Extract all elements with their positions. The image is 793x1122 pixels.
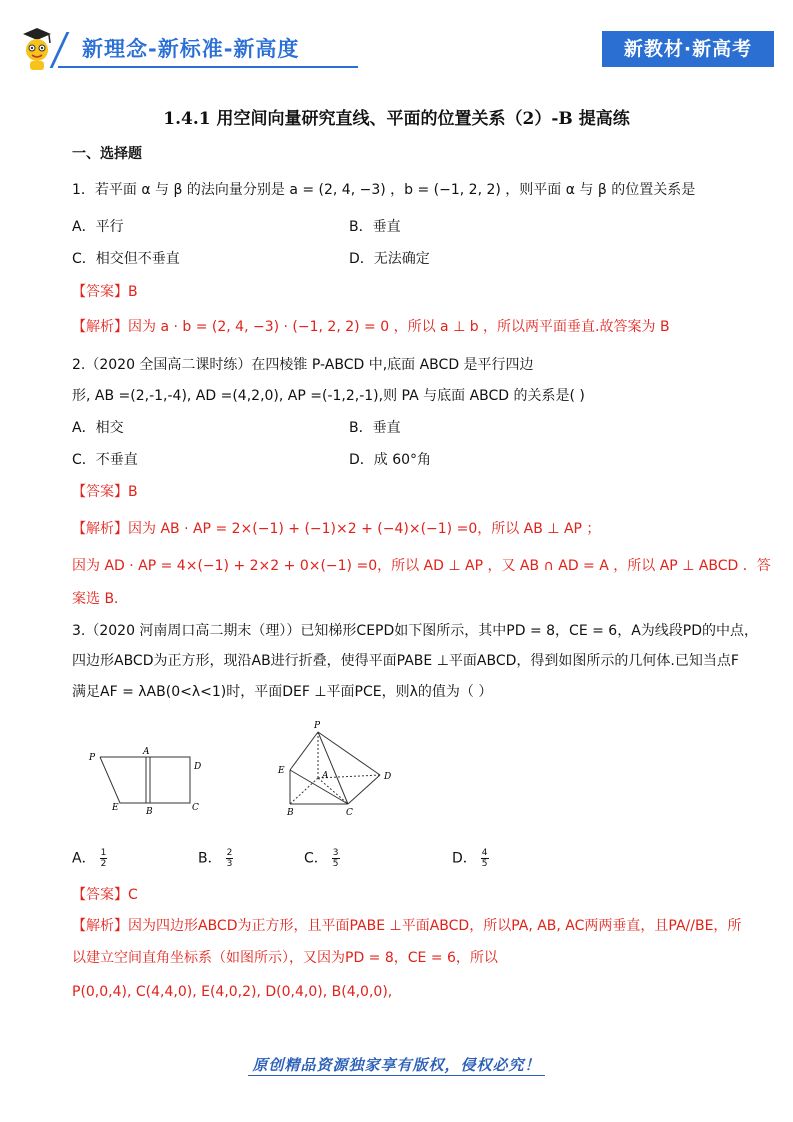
- q3-option-c-fraction: [332, 848, 340, 869]
- fig1-label-e: E: [112, 803, 119, 813]
- q2-analysis-line3: 案选 B．: [72, 591, 129, 607]
- q3-option-b-den: 3: [226, 859, 233, 869]
- q2-answer: [72, 482, 138, 502]
- q2-option-d: D．成 60°角: [349, 452, 432, 468]
- q1-answer-label: 【答案】: [72, 284, 128, 300]
- section-heading: 一、选择题: [72, 146, 142, 162]
- q3-option-c-den: 5: [332, 859, 339, 869]
- footer-copyright: 原创精品资源独家享有版权，侵权必究！: [248, 1056, 544, 1076]
- q1-analysis-text: 因为 a · b = (2, 4, −3) · (−1, 2, 2) = 0 ，所以 a ⊥ b ，所以两平面垂直.故答案为 B: [128, 319, 670, 335]
- pyramid-figure: [272, 718, 402, 818]
- header-slogan: 新理念-新标准-新高度: [82, 37, 300, 61]
- q3-option-c: [304, 848, 340, 869]
- q1-analysis: [72, 317, 670, 337]
- q1-analysis-label: 【解析】: [72, 319, 128, 335]
- fig2-label-c: C: [346, 808, 353, 818]
- q2-analysis-line2: 因为 AD · AP = 4×(−1) + 2×2 + 0×(−1) =0，所以 AD ⊥ AP ，又 AB ∩ AD = A ，所以 AP ⊥ ABCD ．答: [72, 558, 771, 574]
- q2-option-b: B．垂直: [349, 420, 401, 436]
- q3-option-a-den: 2: [100, 859, 107, 869]
- fig2-label-a: A: [322, 771, 329, 781]
- q3-option-d-label: D．: [452, 850, 477, 867]
- page-header: [0, 0, 793, 90]
- q3-option-a-num: 1: [100, 848, 107, 858]
- q3-option-c-num: 3: [332, 848, 339, 858]
- q3-option-b-fraction: [226, 848, 234, 869]
- q3-analysis-label: 【解析】: [72, 918, 128, 934]
- page-title: 1.4.1 用空间向量研究直线、平面的位置关系（2）-B 提高练: [163, 109, 630, 129]
- q3-answer-label: 【答案】: [72, 887, 128, 903]
- q2-analysis-text1: 因为 AB · AP = 2×(−1) + (−1)×2 + (−4)×(−1) =0，所以 AB ⊥ AP ；: [128, 521, 601, 537]
- q1-stem: 1．若平面 α 与 β 的法向量分别是 a = (2, 4, −3) ，b = (−1, 2, 2) ，则平面 α 与 β 的位置关系是: [72, 182, 696, 198]
- q3-option-a-label: A．: [72, 850, 96, 867]
- q1-option-a: A．平行: [72, 219, 124, 235]
- q3-stem-line3: 满足AF = λAB(0<λ<1)时，平面DEF ⊥平面PCE，则λ的值为（ ）: [72, 684, 493, 700]
- q3-stem-line2: 四边形ABCD为正方形，现沿AB进行折叠，使得平面PABE ⊥平面ABCD，得到如图所示的几何体.已知当点F: [72, 653, 739, 669]
- q1-answer: [72, 282, 138, 302]
- q2-option-a: A．相交: [72, 420, 124, 436]
- q2-stem-line2: 形, AB =(2,-1,-4), AD =(4,2,0), AP =(-1,2,-1),则 PA 与底面 ABCD 的关系是( ): [72, 388, 585, 404]
- q3-option-b: [198, 848, 233, 869]
- fig1-label-c: C: [192, 803, 199, 813]
- q3-answer: [72, 885, 138, 905]
- q2-answer-label: 【答案】: [72, 484, 128, 500]
- q3-option-b-label: B．: [198, 850, 222, 867]
- fig2-label-d: D: [384, 772, 392, 782]
- q3-option-d-num: 4: [481, 848, 488, 858]
- fig2-label-b: B: [287, 808, 294, 818]
- q3-answer-value: C: [128, 887, 138, 903]
- q3-option-c-label: C．: [304, 850, 328, 867]
- q3-analysis-line2: 以建立空间直角坐标系（如图所示），又因为PD = 8，CE = 6，所以: [72, 950, 498, 966]
- fig2-label-e: E: [278, 766, 285, 776]
- q3-option-d: [452, 848, 489, 869]
- fig1-label-d: D: [194, 762, 202, 772]
- q3-option-d-den: 5: [481, 859, 488, 869]
- q3-analysis-line3: P(0,0,4), C(4,4,0), E(4,0,2), D(0,4,0), B(4,0,0),: [72, 984, 393, 1000]
- q1-option-b: B．垂直: [349, 219, 401, 235]
- q3-option-a-fraction: [100, 848, 108, 869]
- q3-analysis-line1: [72, 916, 741, 936]
- q3-analysis-text1: 因为四边形ABCD为正方形，且平面PABE ⊥平面ABCD，所以PA, AB, AC两两垂直，且PA//BE，所: [128, 918, 742, 934]
- fig2-label-p: P: [314, 721, 321, 731]
- q1-option-c: C．相交但不垂直: [72, 251, 180, 267]
- header-badge: 新教材·新高考: [602, 31, 774, 67]
- slogan-underline: [58, 66, 358, 68]
- q2-stem-line1: 2.（2020 全国高二课时练）在四棱锥 P-ABCD 中,底面 ABCD 是平行四边: [72, 357, 534, 373]
- q2-analysis-line1: [72, 519, 600, 539]
- trapezoid-figure: [80, 745, 220, 820]
- page-footer: [0, 1054, 793, 1075]
- q3-option-a: [72, 848, 107, 869]
- q3-stem-line1: 3.（2020 河南周口高二期末（理））已知梯形CEPD如下图所示，其中PD = 8，CE = 6，A为线段PD的中点，: [72, 623, 758, 639]
- q2-analysis-label: 【解析】: [72, 521, 128, 537]
- fig1-label-p: P: [89, 753, 96, 763]
- q1-option-d: D．无法确定: [349, 251, 430, 267]
- q2-option-c: C．不垂直: [72, 452, 138, 468]
- fig1-label-a: A: [143, 747, 150, 757]
- q3-option-d-fraction: [481, 848, 489, 869]
- q2-answer-value: B: [128, 484, 138, 500]
- q1-answer-value: B: [128, 284, 138, 300]
- fig1-label-b: B: [146, 807, 153, 817]
- q3-option-b-num: 2: [226, 848, 233, 858]
